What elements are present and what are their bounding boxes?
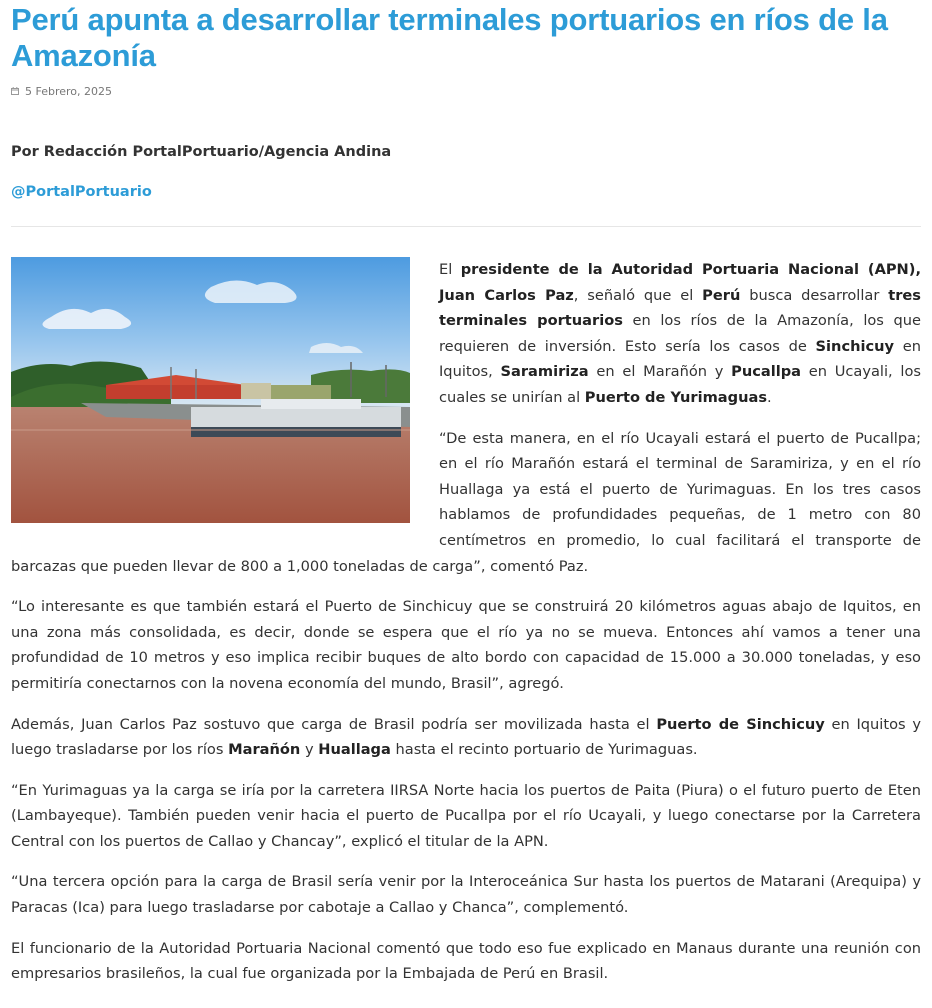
paragraph-1: El presidente de la Autoridad Portuaria Nacional (APN), Juan Carlos Paz, señaló que el Perú busca desarrollar tres terminales portuarios en los ríos de la Amazonía, los que requieren de inversión. Esto sería los casos de Sinchicuy en Iquitos, Saramiriza en el Marañón y Pucallpa en Ucayali, los cuales se unirían al Puerto de Yurimaguas. <box>439 261 922 406</box>
paragraph-3: “Lo interesante es que también estará el Puerto de Sinchicuy que se construirá 20 kilómetros aguas abajo de Iquitos, en una zona más consolidada, es decir, donde se espera que el río ya no se mueva. Entonces ahí vamos a tener una profundidad de 10 metros y eso implica recibir buques de alto bordo con capacidad de 15.000 a 30.000 toneladas, y eso permitiría conectarnos con la novena economía del mundo, Brasil”, agregó. <box>11 598 921 692</box>
paragraph-4: Además, Juan Carlos Paz sostuvo que carga de Brasil podría ser movilizada hasta el Puerto de Sinchicuy en Iquitos y luego trasladarse por los ríos Marañón y Huallaga hasta el recinto portuario de Yurimaguas. <box>11 715 921 759</box>
article-meta <box>11 83 921 99</box>
paragraph-7: El funcionario de la Autoridad Portuaria Nacional comentó que todo eso fue explicado en Manaus durante una reunión con empresarios brasileños, la cual fue organizada por la Embajada de Perú en Brasil. <box>11 939 921 983</box>
twitter-handle-link[interactable]: @PortalPortuario <box>11 184 152 200</box>
article-page <box>0 2 932 987</box>
article-author: Por Redacción PortalPortuario/Agencia Andina <box>11 144 392 160</box>
paragraph-5: “En Yurimaguas ya la carga se iría por la carretera IIRSA Norte hacia los puertos de Paita (Piura) o el futuro puerto de Eten (Lambayeque). También pueden venir hacia el puerto de Pucallpa por el río Ucayali, y luego conectarse por la Carretera Central con los puertos de Callao y Chancay”, explicó el titular de la APN. <box>11 781 921 850</box>
article-date: 5 Febrero, 2025 <box>25 84 113 98</box>
calendar-icon <box>11 87 19 95</box>
article-body <box>11 257 921 987</box>
paragraph-2: “De esta manera, en el río Ucayali estará el puerto de Pucallpa; en el río Marañón estará el terminal de Saramiriza, y en el río Huallaga ya está el puerto de Yurimaguas. En los tres casos hablamos de profundidades pequeñas, de 1 metro con 80 centímetros en promedio, lo cual facilitará el transporte de barcazas que pueden llevar de 800 a 1,000 toneladas de carga”, comentó Paz. <box>11 429 921 575</box>
river-port-photo <box>11 257 410 523</box>
article-title: Perú apunta a desarrollar terminales portuarios en ríos de la Amazonía <box>11 2 888 73</box>
paragraph-6: “Una tercera opción para la carga de Brasil sería venir por la Interoceánica Sur hasta los puertos de Matarani (Arequipa) y Paracas (Ica) para luego trasladarse por cabotaje a Callao y Chanca”, complementó. <box>11 873 921 917</box>
divider <box>11 226 921 227</box>
